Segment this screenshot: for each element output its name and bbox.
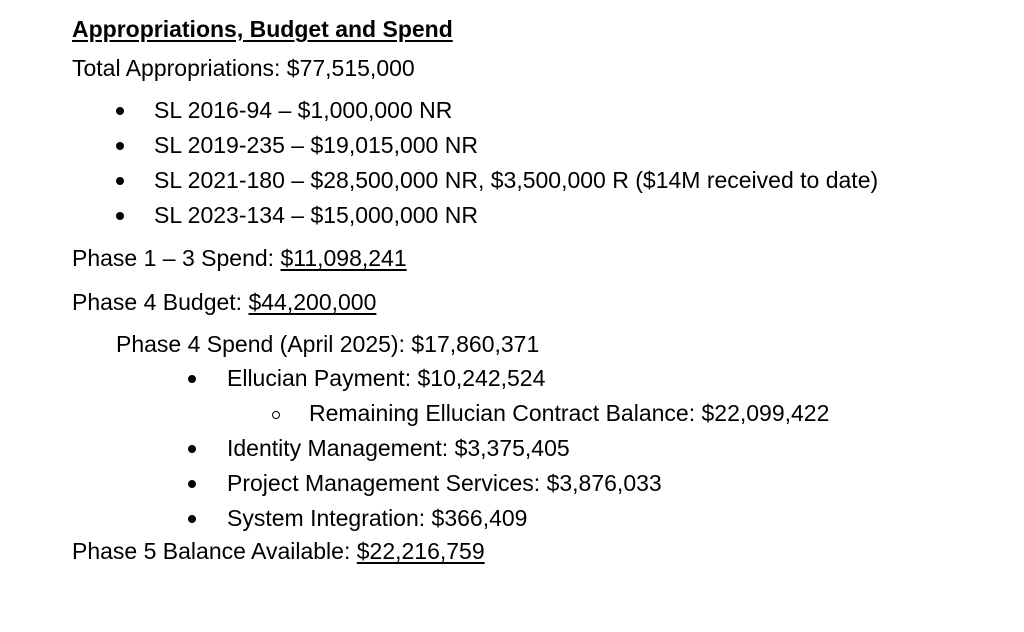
appropriation-text: SL 2023-134 – $15,000,000 NR bbox=[154, 202, 478, 228]
bullet-icon bbox=[116, 177, 124, 185]
sub-list-item bbox=[72, 396, 1002, 431]
total-appropriations-label: Total Appropriations: bbox=[72, 55, 287, 81]
list-item bbox=[72, 128, 1002, 163]
bullet-icon bbox=[188, 445, 196, 453]
list-item bbox=[72, 501, 1002, 536]
phase-5-balance-value: $22,216,759 bbox=[356, 538, 485, 564]
appropriations-list bbox=[72, 93, 1002, 233]
system-integration: System Integration: $366,409 bbox=[227, 505, 528, 531]
appropriation-text: SL 2019-235 – $19,015,000 NR bbox=[154, 132, 478, 158]
appropriation-text: SL 2021-180 – $28,500,000 NR, $3,500,000 R ($14M received to date) bbox=[154, 167, 879, 193]
total-appropriations bbox=[72, 53, 1002, 83]
list-item bbox=[72, 466, 1002, 501]
phase-4-budget-label: Phase 4 Budget: bbox=[72, 289, 249, 315]
phase-1-3-spend-label: Phase 1 – 3 Spend: bbox=[72, 245, 281, 271]
appropriation-text: SL 2016-94 – $1,000,000 NR bbox=[154, 97, 453, 123]
bullet-icon bbox=[188, 515, 196, 523]
bullet-icon bbox=[188, 480, 196, 488]
phase-4-spend bbox=[72, 329, 1002, 359]
list-item bbox=[72, 93, 1002, 128]
phase-1-3-spend-value: $11,098,241 bbox=[280, 245, 407, 271]
phase-5-balance bbox=[72, 536, 1002, 566]
bullet-icon bbox=[116, 107, 124, 115]
list-item bbox=[72, 163, 1002, 198]
phase-4-spend-value: $17,860,371 bbox=[411, 331, 540, 357]
bullet-icon bbox=[116, 212, 124, 220]
phase-4-spend-label: Phase 4 Spend (April 2025): bbox=[116, 331, 412, 357]
section-heading: Appropriations, Budget and Spend bbox=[72, 16, 453, 42]
identity-management: Identity Management: $3,375,405 bbox=[227, 435, 570, 461]
bullet-icon bbox=[188, 375, 196, 383]
project-management-services: Project Management Services: $3,876,033 bbox=[227, 470, 662, 496]
remaining-ellucian-balance: Remaining Ellucian Contract Balance: $22,099,422 bbox=[309, 400, 830, 426]
phase-4-budget-value: $44,200,000 bbox=[248, 289, 377, 315]
ellucian-payment: Ellucian Payment: $10,242,524 bbox=[227, 365, 546, 391]
total-appropriations-value: $77,515,000 bbox=[286, 55, 415, 81]
phase-1-3-spend bbox=[72, 243, 1002, 273]
phase-4-budget bbox=[72, 287, 1002, 317]
document bbox=[72, 14, 1002, 566]
list-item bbox=[72, 431, 1002, 466]
list-item bbox=[72, 198, 1002, 233]
list-item bbox=[72, 361, 1002, 396]
phase-4-spend-list bbox=[72, 361, 1002, 536]
bullet-icon bbox=[116, 142, 124, 150]
phase-5-balance-label: Phase 5 Balance Available: bbox=[72, 538, 357, 564]
circle-bullet-icon bbox=[272, 411, 280, 419]
